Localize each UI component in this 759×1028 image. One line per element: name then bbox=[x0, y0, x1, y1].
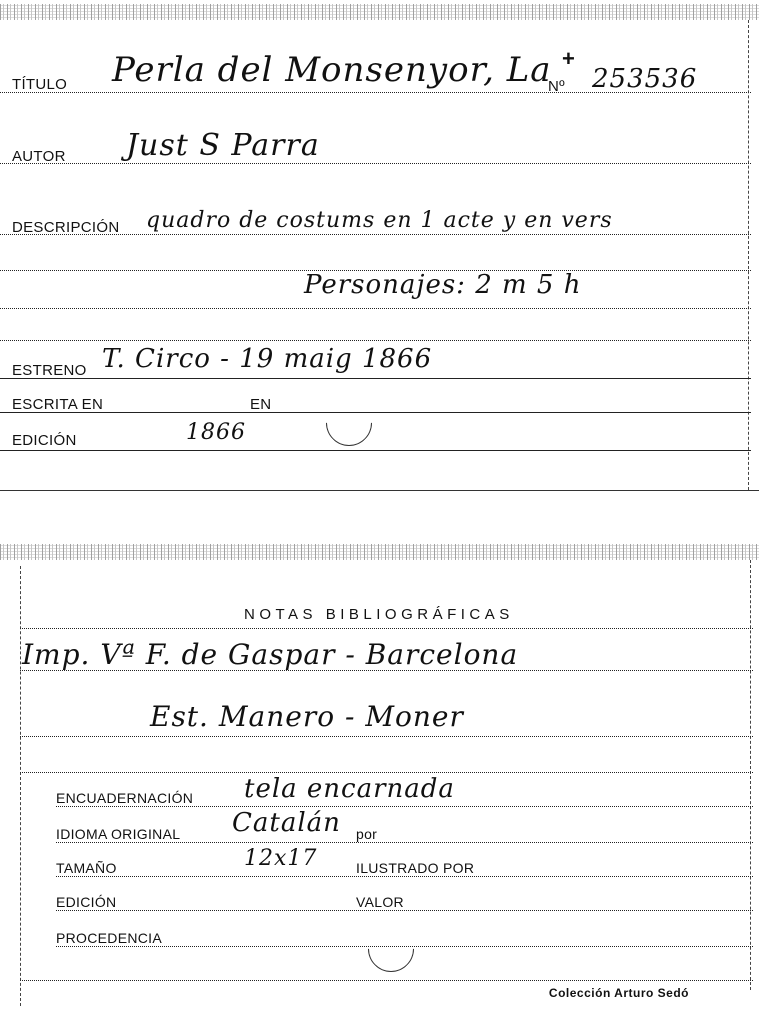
estreno-value: T. Circo - 19 maig 1866 bbox=[102, 344, 433, 374]
escrita-en-label: ESCRITA EN bbox=[12, 396, 104, 413]
notas-rule-1 bbox=[20, 628, 753, 629]
catalog-card-back bbox=[0, 540, 759, 1028]
card-bottom-edge bbox=[0, 490, 759, 491]
nota-line-1: Imp. Vª F. de Gaspar - Barcelona bbox=[22, 638, 519, 671]
estreno-rule bbox=[0, 378, 751, 379]
encuadernacion-value: tela encarnada bbox=[244, 774, 455, 804]
edicion-rule bbox=[56, 910, 753, 911]
autor-rule bbox=[0, 163, 751, 164]
idioma-rule bbox=[56, 842, 753, 843]
procedencia-label: PROCEDENCIA bbox=[56, 930, 162, 946]
numero-value: 253536 bbox=[592, 64, 698, 94]
tamano-value: 12x17 bbox=[244, 846, 318, 871]
idioma-value: Catalán bbox=[232, 808, 341, 838]
idioma-label: IDIOMA ORIGINAL bbox=[56, 826, 181, 842]
card-top-edge bbox=[0, 544, 759, 560]
notas-title: NOTAS BIBLIOGRÁFICAS bbox=[244, 606, 514, 623]
edicion-value: 1866 bbox=[186, 420, 246, 445]
notas-rule-4 bbox=[20, 772, 753, 773]
titulo-value: Perla del Monsenyor, La bbox=[112, 50, 552, 90]
por-label: por bbox=[356, 826, 378, 842]
blank-rule-2 bbox=[0, 340, 751, 341]
estreno-label: ESTRENO bbox=[12, 362, 87, 379]
descripcion-value: quadro de costums en 1 acte y en vers bbox=[146, 208, 613, 233]
card-right-edge bbox=[750, 560, 751, 990]
titulo-label: TÍTULO bbox=[12, 76, 68, 93]
collection-footer: Colección Arturo Sedó bbox=[548, 986, 689, 1000]
tamano-label: TAMAÑO bbox=[56, 860, 117, 876]
encuadernacion-label: ENCUADERNACIÓN bbox=[56, 790, 194, 806]
personajes-value: Personajes: 2 m 5 h bbox=[304, 270, 582, 300]
valor-label: VALOR bbox=[356, 894, 404, 910]
edicion-label: EDICIÓN bbox=[56, 894, 117, 910]
personajes-rule bbox=[0, 308, 751, 309]
nota-line-2: Est. Manero - Moner bbox=[150, 700, 464, 733]
escrita-rule bbox=[0, 412, 751, 413]
autor-label: AUTOR bbox=[12, 148, 66, 165]
catalog-card-front bbox=[0, 0, 759, 495]
descripcion-label: DESCRIPCIÓN bbox=[12, 219, 120, 236]
punch-hole bbox=[316, 390, 381, 455]
autor-value: Just S Parra bbox=[126, 128, 320, 163]
notas-rule-2 bbox=[20, 670, 753, 671]
numero-mark: + bbox=[562, 46, 575, 71]
tamano-rule bbox=[56, 876, 753, 877]
card-left-edge bbox=[20, 566, 21, 1006]
card-top-edge bbox=[0, 4, 759, 20]
punch-hole bbox=[358, 916, 423, 981]
edicion-label: EDICIÓN bbox=[12, 432, 77, 449]
en-label: EN bbox=[250, 396, 272, 413]
ilustrado-label: ILUSTRADO POR bbox=[356, 860, 475, 876]
encuadernacion-rule bbox=[56, 806, 753, 807]
notas-rule-3 bbox=[20, 736, 753, 737]
numero-label: Nº bbox=[548, 78, 565, 95]
card-right-edge bbox=[748, 20, 749, 490]
bottom-rule bbox=[20, 980, 753, 981]
edicion-rule bbox=[0, 450, 751, 451]
